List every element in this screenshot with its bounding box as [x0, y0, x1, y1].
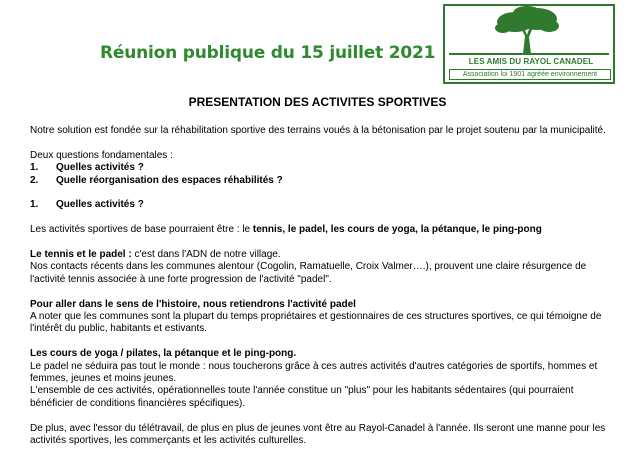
- questions-list: [30, 150, 610, 187]
- tree-icon: [445, 6, 613, 56]
- logo-subtitle: Association loi 1901 agréée environnement: [449, 69, 611, 80]
- yoga-paragraph: Les cours de yoga / pilates, la pétanque et le ping-pong. Le padel ne séduira pas tout le monde : nous toucherons grâce à ces autres activités d'autres catégories de sportifs, hommes et femmes, jeunes et moins jeunes. L'ensemble de ces activités, opérationnelles toute l'année constitue un "plus" pour les habitants sédentaires (qui pourraient bénéficier de conditions financières spécifiques).: [30, 348, 598, 409]
- tennis-paragraph: Le tennis et le padel : c'est dans l'ADN de notre village. Nos contacts récents dans les communes alentour (Cogolin, Ramatuelle, Croix Valmer….), prouvent une claire résurgence de l'activité tennis associée à une forte progression de l'activité "padel".: [30, 249, 587, 285]
- section-heading: PRESENTATION DES ACTIVITES SPORTIVES: [188, 95, 447, 109]
- page-title: Réunion publique du 15 juillet 2021: [100, 43, 436, 63]
- activities-paragraph: Les activités sportives de base pourraient être : le tennis, le padel, les cours de yoga, la pétanque, le ping-pong: [30, 224, 542, 236]
- association-logo: [443, 4, 615, 84]
- list-item: 1. Quelles activités ?: [30, 162, 144, 174]
- history-paragraph: Pour aller dans le sens de l'histoire, nous retiendrons l'activité padel A noter que les communes sont la plupart du temps propriétaires et gestionnaires de ces structures sportives, ce qui témoigne de l'intérêt du public, habitants et estivants.: [30, 298, 602, 335]
- questions-intro: Deux questions fondamentales :: [30, 149, 173, 161]
- intro-paragraph: Notre solution est fondée sur la réhabilitation sportive des terrains voués à la bétonisation par le projet soutenu par la municipalité.: [30, 125, 606, 136]
- logo-name: LES AMIS DU RAYOL CANADEL: [468, 57, 594, 66]
- section-1-heading: 1. Quelles activités ?: [30, 199, 144, 211]
- document-body: [30, 125, 610, 460]
- telework-paragraph: De plus, avec l'essor du télétravail, de plus en plus de jeunes vont être au Rayol-Canadel à l'année. Ils seront une manne pour les activités sportives, les commerçants et les activités culturelles.: [30, 422, 606, 447]
- list-item: 2. Quelle réorganisation des espaces réhabilités ?: [30, 174, 283, 186]
